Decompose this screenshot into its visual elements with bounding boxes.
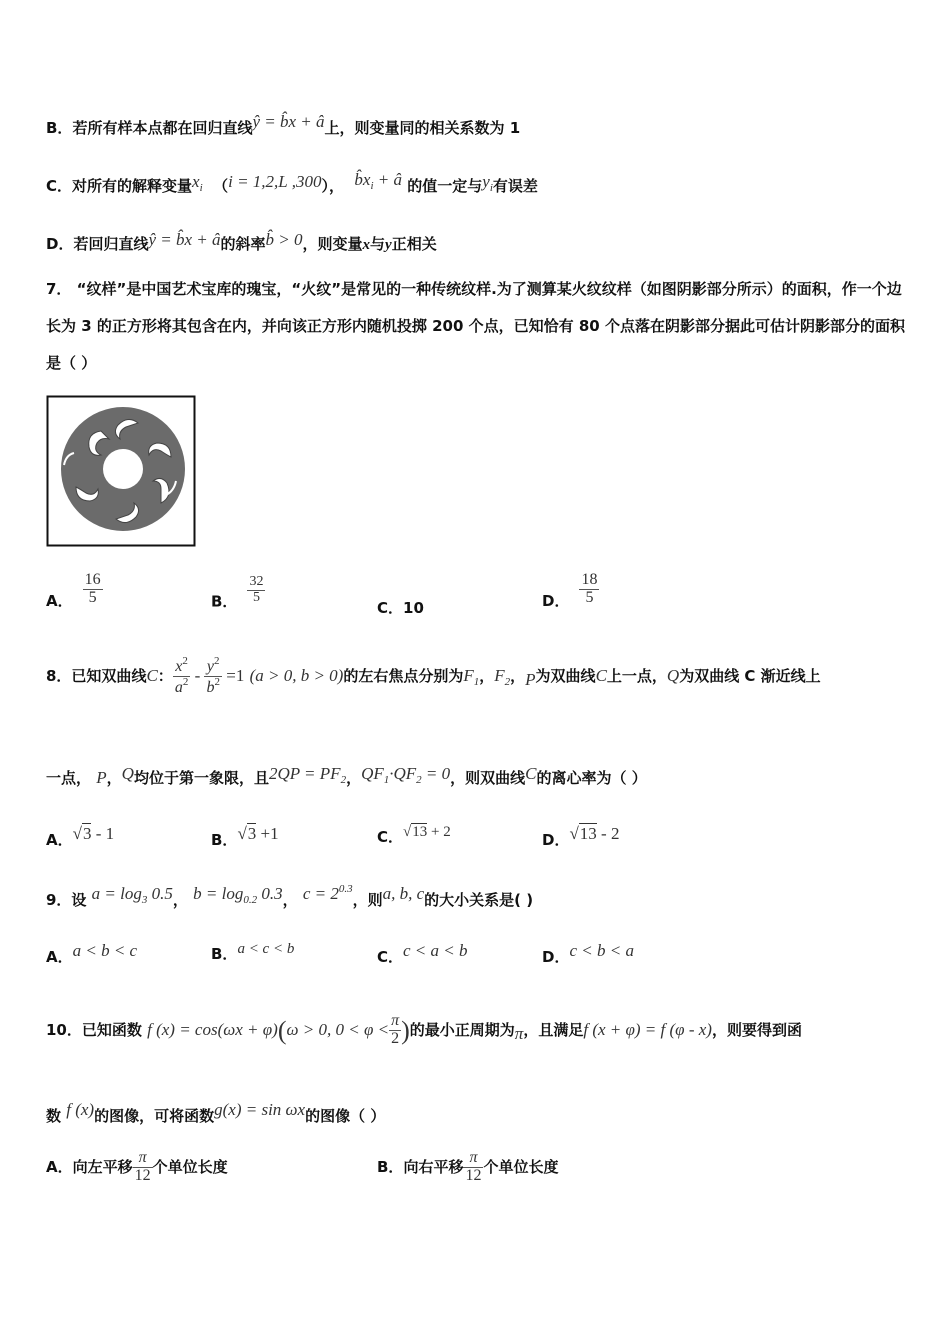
denominator: 5 (83, 589, 103, 607)
fraction (389, 1013, 401, 1048)
text: 10．已知函数 (46, 1020, 142, 1039)
text: 有误差 (492, 177, 538, 195)
option-value: a < c < b (237, 941, 295, 957)
fraction (579, 572, 599, 607)
q9-option-b[interactable] (211, 941, 294, 964)
numerator: 18 (581, 571, 598, 588)
text: 的斜率 (220, 235, 266, 253)
math-var: b (206, 678, 215, 696)
math-expr: b̂x (354, 170, 371, 189)
question-8-line-2: 一点， P，Q均位于第一象限，且$2QP = PF_2$，$QF_1\cdot QF_2 = 0$，则双曲线C的离心率为（ ） (46, 764, 647, 787)
log-arg: 0.3 (257, 884, 283, 903)
text: 均位于第一象限，且 (133, 769, 269, 787)
text: （ (213, 177, 229, 195)
math-expr: a = log (91, 884, 142, 903)
option-label: C． (377, 599, 404, 617)
math-var: x (192, 172, 200, 191)
math-var: y (206, 658, 215, 675)
q8-option-d[interactable]: D．√13 - 2 (542, 824, 620, 849)
q8-option-a[interactable]: A．√3 - 1 (46, 824, 115, 849)
q8-option-b[interactable]: B．√3 +1 (211, 824, 279, 849)
math-var: P (96, 768, 107, 787)
fraction (133, 1150, 153, 1185)
option-label: D． (542, 591, 570, 610)
q9-option-a[interactable] (46, 941, 137, 967)
numerator: π (133, 1150, 153, 1168)
option-label: B． (211, 945, 238, 963)
symmetry-condition: f (x + φ) = f (φ - x) (583, 1019, 712, 1039)
math-var: C (525, 764, 537, 783)
numerator: π (463, 1150, 483, 1168)
option-label: C． (377, 828, 404, 846)
numerator: 16 (84, 571, 101, 588)
question-7-text: 7． “纹样”是中国艺术宝库的瑰宝，“火纹”是常见的一种传统纹样.为了测算某火纹纹样（如图阴影部分所示）的面积，作一个边长为 3 的正方形将其包含在内，并向该正方形内随机投掷 200 个点，已知恰有 80 个点落在阴影部分据此可估计阴影部分的面积是（ ） (46, 280, 905, 372)
option-label: B． (377, 1157, 404, 1176)
option-label: B． (46, 119, 73, 137)
option-label: B． (211, 831, 238, 849)
q7-option-a[interactable] (46, 572, 103, 611)
function-definition: f (x) = cos(ωx + φ) (147, 1019, 278, 1039)
text: 8．已知双曲线 (46, 666, 147, 685)
math-rest: + 2 (427, 824, 451, 840)
question-9: 9．设 $a = \log_3 0.5$， $b = \log_{0.2} 0.3$， $c = 2^{0.3}$，则a, b, c的大小关系是( ) (46, 883, 534, 909)
math-rest: +1 (256, 824, 279, 843)
math-expr: + â (373, 170, 403, 189)
math-var: y (482, 172, 490, 191)
q8-option-c[interactable]: C．√13 + 2 (377, 824, 451, 846)
text: 与 (370, 235, 386, 253)
text: 一点， (46, 769, 92, 787)
q10-option-a[interactable] (46, 1150, 228, 1185)
q9-option-c[interactable] (377, 941, 468, 967)
fraction-x: $\frac{x^2}{a^2}$ (174, 655, 189, 696)
denominator: 2 (391, 1029, 400, 1047)
text: 对所有的解释变量 (72, 177, 193, 195)
fraction (247, 575, 265, 605)
math-expr: b = log (193, 884, 244, 903)
radicand: 13 (412, 824, 428, 840)
math-var: C (146, 665, 158, 685)
math-var: y (385, 237, 392, 253)
math-op: =1 (221, 665, 245, 685)
q10-option-b[interactable] (377, 1150, 558, 1185)
option-value: 10 (403, 599, 424, 617)
vector: ·QF (389, 764, 417, 783)
math-var: Q (666, 665, 680, 685)
text: 数 (46, 1107, 62, 1125)
text: ）， (321, 177, 344, 195)
question-10-line-2 (46, 1100, 385, 1126)
regression-equation: ŷ = b̂x + â (148, 230, 221, 249)
exponent: 0.3 (338, 883, 353, 895)
fraction (83, 572, 103, 607)
parameter-condition: (a > 0, b > 0) (249, 665, 344, 685)
text: 的左右焦点分别为 (343, 666, 464, 685)
text: ，则变量 (302, 235, 363, 253)
text: 若回归直线 (73, 235, 149, 253)
math-var: C (595, 665, 607, 685)
text: 个单位长度 (483, 1157, 559, 1176)
vector: QF (361, 764, 384, 783)
denominator: 5 (247, 590, 265, 606)
text: 9．设 (46, 891, 87, 909)
math-vars: a, b, c (382, 884, 425, 903)
option-label: B． (211, 592, 238, 611)
text: ，则双曲线 (450, 769, 526, 787)
math-expr: c = 2 (302, 884, 339, 903)
text: 若所有样本点都在回归直线 (72, 119, 253, 137)
math-var: a (174, 678, 183, 696)
option-label: D． (542, 831, 570, 849)
math-var: F (494, 665, 505, 685)
option-c-statement: C．对所有的解释变量$x_i$ （i = 1,2,L ,300）， $b̂x_i$ + â 的值一定与$y_i$有误差 (46, 170, 538, 195)
denominator: 12 (134, 1166, 151, 1184)
period: π (514, 1023, 524, 1043)
question-8-line-1: 8．已知双曲线C： $\frac{x^2}{a^2}$ - $\frac{y^2}{b^2}$ =1 (a > 0, b > 0)的左右焦点分别为$F_1$，$F_2$，P为双曲线C上一点，Q为双曲线 C 渐近线上 (46, 655, 821, 696)
slope-condition: b̂ > 0 (265, 230, 303, 249)
q7-option-d[interactable] (542, 572, 599, 611)
text: 的图像（ ） (305, 1107, 386, 1125)
text: 的图像，可将函数 (94, 1107, 215, 1125)
function-definition: g(x) = sin ωx (214, 1100, 306, 1119)
text: 为双曲线 (535, 666, 596, 685)
q7-option-b[interactable] (211, 575, 265, 612)
option-label: D． (542, 948, 570, 966)
radicand: 13 (579, 824, 597, 843)
option-d-statement (46, 230, 437, 254)
parameter-condition: ω > 0, 0 < φ < (286, 1019, 390, 1039)
text: ： (157, 666, 173, 685)
option-label: A． (46, 591, 73, 610)
q7-option-c[interactable] (377, 597, 424, 618)
regression-equation: ŷ = b̂x + â (252, 112, 325, 131)
text: 为双曲线 C 渐近线上 (679, 666, 821, 685)
math-var: F (463, 665, 474, 685)
math-var: P (525, 669, 536, 689)
denominator: 12 (465, 1166, 482, 1184)
math-var: x (362, 237, 371, 253)
text: ， (479, 666, 495, 685)
math-rest: - 2 (596, 824, 620, 843)
fire-pattern-figure (46, 395, 196, 547)
text: 向右平移 (403, 1157, 464, 1176)
question-10-line-1: 10．已知函数 f (x) = cos(ωx + φ)(ω > 0, 0 < φ < $\frac{\pi}{2}$ )的最小正周期为π，且满足f (x + φ) = f (φ - x)，则要得到函 (46, 1012, 802, 1047)
vector-equation: 2QP = PF (268, 764, 341, 783)
text: ，则要得到函 (711, 1020, 802, 1039)
math-op: - (190, 665, 205, 685)
q9-option-d[interactable] (542, 941, 634, 967)
option-label: A． (46, 948, 73, 966)
option-label: C． (46, 177, 73, 195)
option-value: a < b < c (72, 941, 138, 960)
text: 的最小正周期为 (409, 1020, 515, 1039)
fraction (463, 1150, 483, 1185)
option-label: D． (46, 235, 74, 253)
text: 上，则变量同的相关系数为 1 (324, 119, 521, 137)
log-base: 3 (141, 894, 148, 906)
numerator: 32 (249, 574, 264, 589)
radicand: 3 (247, 824, 257, 843)
radicand: 3 (82, 824, 92, 843)
function: f (x) (66, 1100, 95, 1119)
math-op: = 0 (421, 764, 451, 783)
text: 的离心率为（ ） (536, 769, 647, 787)
option-value: c < b < a (569, 941, 634, 960)
text: 的大小关系是( ) (424, 891, 534, 909)
text: 上一点， (606, 666, 667, 685)
text: ，则 (352, 891, 383, 909)
log-arg: 0.5 (147, 884, 173, 903)
text: ，且满足 (523, 1020, 584, 1039)
log-base: 0.2 (243, 894, 258, 906)
option-label: A． (46, 1157, 73, 1176)
option-b-statement (46, 112, 520, 138)
option-label: A． (46, 831, 73, 849)
text: ， (172, 891, 188, 909)
text: 正相关 (391, 235, 437, 253)
text: 向左平移 (72, 1157, 133, 1176)
text: 的值一定与 (407, 177, 483, 195)
math-var: Q (121, 764, 134, 783)
numerator: π (391, 1012, 400, 1029)
index-range: i = 1,2,L ,300 (228, 172, 322, 191)
option-value: c < a < b (403, 941, 468, 960)
fraction-y: $\frac{y^2}{b^2}$ (206, 655, 220, 696)
option-label: C． (377, 948, 404, 966)
math-var: x (175, 658, 183, 675)
math-rest: - 1 (91, 824, 115, 843)
text: 个单位长度 (152, 1157, 228, 1176)
denominator: 5 (579, 589, 599, 607)
